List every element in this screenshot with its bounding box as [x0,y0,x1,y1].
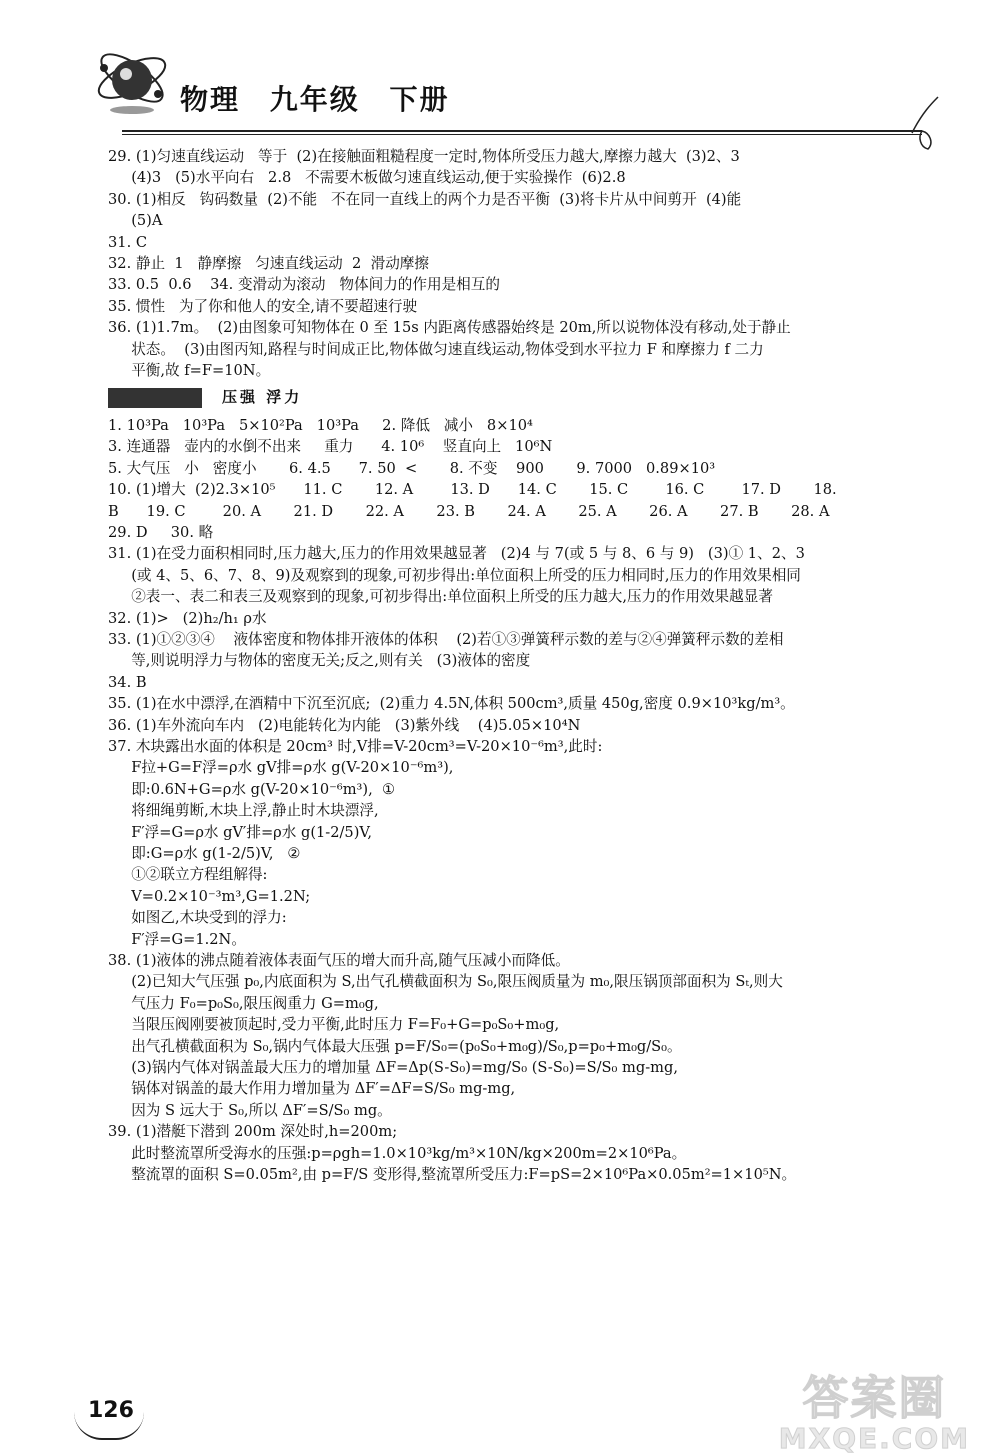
volume-label: 下册 [389,83,450,116]
answer-line: 因为 S 远大于 S₀,所以 ΔF′=S/S₀ mg。 [108,1101,392,1119]
answer-line: 33. 0.5 0.6 34. 变滑动为滚动 物体间力的作用是相互的 [108,276,500,294]
header-rule [122,130,922,132]
answer-line: F拉+G=F浮=ρ水 gV排=ρ水 g(V-20×10⁻⁶m³), [108,759,454,777]
answer-line: 35. (1)在水中漂浮,在酒精中下沉至沉底; (2)重力 4.5N,体积 500cm³,质量 450g,密度 0.9×10³kg/m³。 [108,695,795,713]
answer-line: ①②联立方程组解得: [108,866,268,884]
answer-line: 31. (1)在受力面积相同时,压力越大,压力的作用效果越显著 (2)4 与 7(或 5 与 8、6 与 9) (3)① 1、2、3 [108,545,805,563]
page-header [92,38,942,143]
section-title: 压强 浮力 [222,388,303,407]
answer-line: 35. 惯性 为了你和他人的安全,请不要超速行驶 [108,297,418,315]
answer-line: (3)锅内气体对锅盖最大压力的增加量 ΔF=Δp(S-S₀)=mg/S₀ (S-S₀)=S/S₀ mg-mg, [108,1059,678,1077]
answer-line: (或 4、5、6、7、8、9)及观察到的现象,可初步得出:单位面积上所受的压力相同时,压力的作用效果相同 [108,566,801,584]
answer-line: (5)A [108,212,163,230]
answer-line: 36. (1)车外流向车内 (2)电能转化为内能 (3)紫外线 (4)5.05×10⁴N [108,716,581,734]
atom-globe-logo-icon [92,38,172,118]
answer-line: 32. 静止 1 静摩擦 匀速直线运动 2 滑动摩擦 [108,255,429,273]
section-heading [108,387,938,408]
answer-line: 33. (1)①②③④ 液体密度和物体排开液体的体积 (2)若①③弹簧秤示数的差与②④弹簧秤示数的差相 [108,630,784,648]
answer-line: 39. (1)潜艇下潜到 200m 深处时,h=200m; [108,1123,398,1141]
answers-part-a [108,146,938,381]
answer-line: 平衡,故 f=F=10N。 [108,362,271,380]
answers-part-b [108,415,938,1186]
answer-line: 如图乙,木块受到的浮力: [108,909,287,927]
answer-line: V=0.2×10⁻³m³,G=1.2N; [108,887,311,905]
answer-line: 状态。 (3)由图丙知,路程与时间成正比,物体做匀速直线运动,物体受到水平拉力 F 和摩擦力 f 二力 [108,340,764,358]
answer-content [108,146,938,1186]
answer-line: 30. (1)相反 钩码数量 (2)不能 不在同一直线上的两个力是否平衡 (3)将卡片从中间剪开 (4)能 [108,190,742,208]
answer-line: 将细绳剪断,木块上浮,静止时木块漂浮, [108,802,379,820]
answer-line: B 19. C 20. A 21. D 22. A 23. B 24. A 25. A 26. A 27. B 28. A [108,502,830,520]
answer-line: 锅体对锅盖的最大作用力增加量为 ΔF′=ΔF=S/S₀ mg-mg, [108,1080,516,1098]
answer-line: (2)已知大气压强 p₀,内底面积为 S,出气孔横截面积为 S₀,限压阀质量为 m₀,限压锅顶部面积为 Sₜ,则大 [108,973,783,991]
watermark [779,1362,970,1455]
watermark-sub: MXQE.COM [778,1422,970,1455]
grade-label: 九年级 [269,83,360,116]
answer-line: 即:G=ρ水 g(1-2/5)V, ② [108,845,301,862]
answer-line: 即:0.6N+G=ρ水 g(V-20×10⁻⁶m³), ① [108,780,396,798]
answer-line: 等,则说明浮力与物体的密度无关;反之,则有关 (3)液体的密度 [108,652,531,670]
answer-line: 整流罩的面积 S=0.05m²,由 p=F/S 变形得,整流罩所受压力:F=pS=2×10⁶Pa×0.05m²=1×10⁵N。 [108,1166,797,1184]
answer-line: 此时整流罩所受海水的压强:p=ρgh=1.0×10³kg/m³×10N/kg×200m=2×10⁶Pa。 [108,1144,687,1162]
answer-line: 36. (1)1.7m。 (2)由图象可知物体在 0 至 15s 内距离传感器始终是 20m,所以说物体没有移动,处于静止 [108,319,791,337]
header-rule-thin [122,134,922,135]
page-number-arc [74,1412,144,1440]
answer-line: 1. 10³Pa 10³Pa 5×10²Pa 10³Pa 2. 降低 减小 8×10⁴ [108,416,533,434]
answer-line: 37. 木块露出水面的体积是 20cm³ 时,V排=V-20cm³=V-20×10⁻⁶m³,此时: [108,737,603,755]
answer-line: 31. C [108,233,148,251]
answer-line: 29. D 30. 略 [108,523,214,541]
book-title [180,78,468,118]
section-badge [108,388,202,408]
answer-line: 当限压阀刚要被顶起时,受力平衡,此时压力 F=F₀+G=p₀S₀+m₀g, [108,1016,560,1034]
answer-line: 38. (1)液体的沸点随着液体表面气压的增大而升高,随气压减小而降低。 [108,952,570,970]
answer-line: 3. 连通器 壶内的水倒不出来 重力 4. 10⁶ 竖直向上 10⁶N [108,438,553,456]
answer-line: F′浮=G=1.2N。 [108,930,246,948]
watermark-main: 答案圈 [802,1371,947,1425]
subject-label: 物理 [180,83,241,116]
page-number: 126 [88,1398,134,1423]
answer-line: 气压力 F₀=p₀S₀,限压阀重力 G=m₀g, [108,994,379,1012]
answer-line: 出气孔横截面积为 S₀,锅内气体最大压强 p=F/S₀=(p₀S₀+m₀g)/S₀,p=p₀+m₀g/S₀。 [108,1037,682,1055]
answer-line: F′浮=G=ρ水 gV′排=ρ水 g(1-2/5)V, [108,823,373,841]
answer-line: 29. (1)匀速直线运动 等于 (2)在接触面粗糙程度一定时,物体所受压力越大,摩擦力越大 (3)2、3 [108,148,740,165]
answer-line: 5. 大气压 小 密度小 6. 4.5 7. 50 < 8. 不变 900 9. 7000 0.89×10³ [108,459,716,477]
answer-line: 32. (1)> (2)h₂/h₁ ρ水 [108,609,267,627]
answer-line: 34. B [108,673,147,691]
answer-line: 10. (1)增大 (2)2.3×10⁵ 11. C 12. A 13. D 14. C 15. C 16. C 17. D 18. [108,481,837,499]
answer-line: ②表一、表二和表三及观察到的现象,可初步得出:单位面积上所受的压力越大,压力的作用效果越显著 [108,588,773,606]
leaf-ornament-icon [902,93,942,153]
answer-line: (4)3 (5)水平向右 2.8 不需要木板做匀速直线运动,便于实验操作 (6)2.8 [108,169,626,187]
